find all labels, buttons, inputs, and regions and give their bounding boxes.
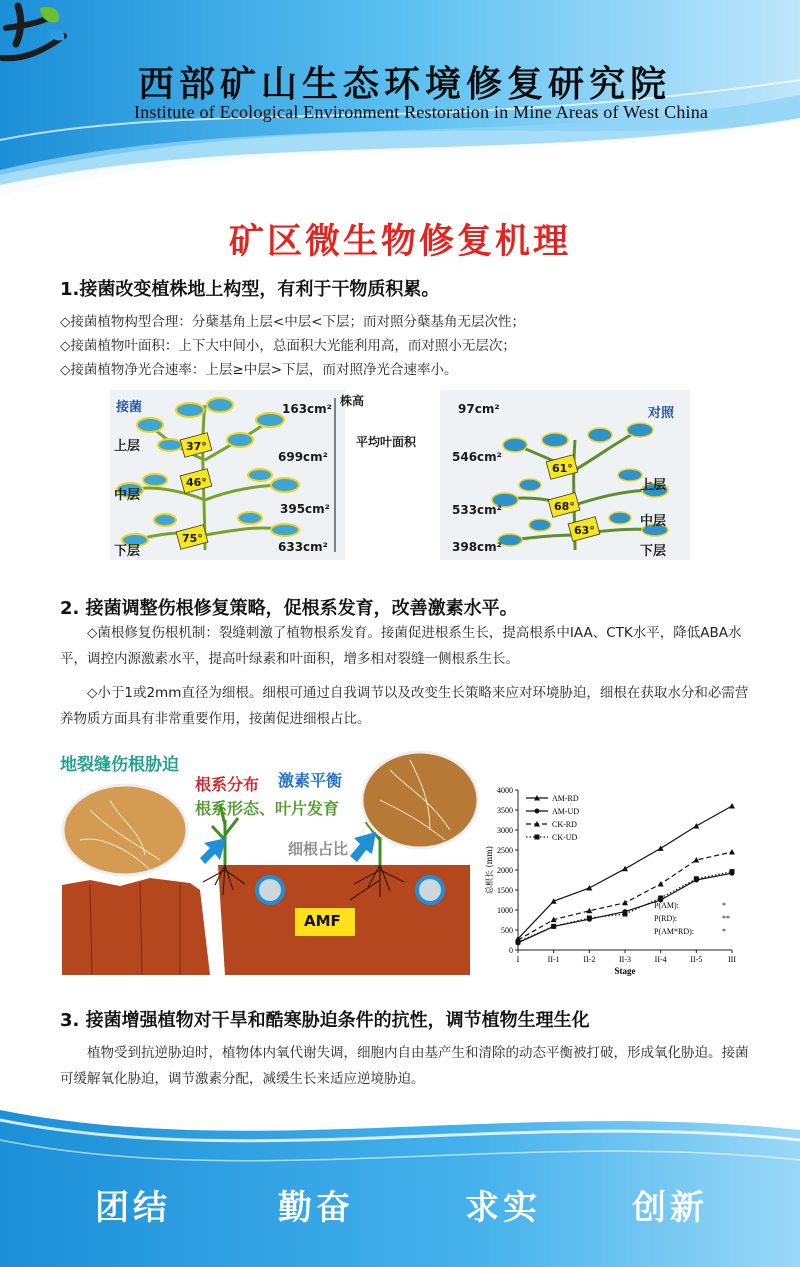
series-line [518, 852, 732, 940]
data-point [658, 845, 664, 851]
right-plant-title: 对照 [648, 406, 675, 421]
motto-innovation: 创新 [632, 1188, 708, 1228]
y-tick-label: 1500 [497, 886, 513, 895]
data-point [658, 896, 663, 901]
series-line [518, 873, 732, 943]
y-tick-label: 3000 [497, 826, 513, 835]
left-value: 633cm² [278, 540, 328, 554]
data-point [693, 823, 699, 829]
right-angle: 61° [552, 462, 573, 475]
leaf-area-label: 平均叶面积 [356, 435, 417, 449]
x-tick-label: II-2 [583, 955, 596, 964]
data-point [622, 900, 628, 906]
right-value: 398cm² [452, 540, 502, 554]
data-point [551, 924, 556, 929]
label-root-distribution: 根系分布 [195, 775, 260, 794]
series-line [518, 872, 732, 942]
data-point [623, 912, 628, 917]
data-point [535, 835, 540, 840]
x-tick-label: II-5 [690, 955, 703, 964]
right-angle: 68° [554, 500, 575, 513]
legend-label: AM-UD [552, 807, 580, 816]
stats-mark: * [722, 901, 726, 910]
y-tick-label: 3500 [497, 806, 513, 815]
x-axis-label: Stage [614, 966, 636, 976]
motto-diligence: 勤奋 [278, 1188, 354, 1228]
top-banner [0, 0, 800, 200]
legend-label: CK-UD [552, 833, 578, 842]
left-angle: 46° [186, 476, 207, 489]
legend-label: CK-RD [552, 820, 577, 829]
data-point [535, 809, 540, 814]
x-tick-label: I [516, 955, 520, 964]
plant-height-label: 株高 [340, 394, 365, 408]
data-point [516, 940, 521, 945]
root-length-chart [482, 780, 750, 980]
left-layer-middle: 中层 [114, 488, 141, 503]
stats-label: P(RD): [654, 914, 678, 923]
data-point [730, 869, 735, 874]
stats-label: P(AM): [654, 901, 679, 910]
data-point [658, 881, 664, 887]
data-point [622, 866, 628, 872]
y-tick-label: 2000 [497, 866, 513, 875]
section1-bullet: ◇接菌植物叶面积：上下大中间小，总面积大光能利用高，而对照小无层次； [60, 338, 516, 354]
institute-name-cn: 西部矿山生态环境修复研究院 [138, 63, 672, 105]
y-tick-label: 500 [501, 926, 513, 935]
y-tick-label: 1000 [497, 906, 513, 915]
x-tick-label: II-3 [619, 955, 631, 964]
institute-logo-icon [0, 0, 70, 70]
right-value: 546cm² [452, 450, 502, 464]
section1-bullet: ◇接菌植物净光合速率：上层≥中层>下层，而对照净光合速率小。 [60, 362, 458, 378]
right-angle: 63° [574, 524, 595, 537]
y-tick-label: 0 [509, 946, 513, 955]
label-hormone-balance: 激素平衡 [278, 771, 343, 790]
section1-bullet: ◇接菌植物构型合理：分蘖基角上层<中层<下层；而对照分蘖基角无层次性； [60, 314, 526, 330]
right-layer-middle: 中层 [640, 514, 667, 529]
y-axis-label: 总根长 (mm) [485, 846, 494, 894]
section3-heading: 3. 接菌增强植物对干旱和酷寒胁迫条件的抗性，调节植物生理生化 [60, 1010, 590, 1031]
right-layer-lower: 下层 [640, 544, 667, 559]
section2-heading: 2. 接菌调整伤根修复策略，促根系发育，改善激素水平。 [60, 598, 518, 619]
data-point [729, 803, 735, 809]
left-plant-title: 接菌 [116, 400, 143, 415]
section1-heading: 1.接菌改变植株地上构型，有利于干物质积累。 [60, 279, 440, 300]
stats-mark: ** [722, 914, 730, 923]
stats-mark: * [722, 927, 726, 936]
plant-architecture-figure [110, 390, 710, 570]
label-crack-stress: 地裂缝伤根胁迫 [60, 755, 179, 775]
right-layer-upper: 上层 [640, 478, 667, 493]
data-point [693, 857, 699, 863]
x-tick-label: II-1 [547, 955, 560, 964]
section2-paragraph: ◇小于1或2mm直径为细根。细根可通过自我调节以及改变生长策略来应对环境胁迫，细根在获取水分和必需营养物质方面具有非常重要作用，接菌促进细根占比。 [60, 685, 749, 727]
left-angle: 75° [182, 532, 203, 545]
root-repair-diagram [50, 740, 480, 975]
stats-label: P(AM*RD): [654, 927, 695, 936]
x-tick-label: III [728, 955, 736, 964]
legend-label: AM-RD [552, 794, 579, 803]
left-value: 163cm² [282, 402, 332, 416]
data-point [586, 885, 592, 891]
label-fine-root: 细根占比 [288, 840, 349, 858]
section3-paragraph: 植物受到抗逆胁迫时，植物体内氧代谢失调，细胞内自由基产生和清除的动态平衡被打破，形成氧化胁迫。接菌可缓解氧化胁迫，调节激素分配，减缓生长来适应逆境胁迫。 [60, 1045, 749, 1087]
motto-truth: 求实 [465, 1188, 541, 1228]
x-tick-label: II-4 [654, 955, 667, 964]
bottom-banner [0, 1090, 800, 1267]
y-tick-label: 4000 [497, 786, 513, 795]
label-root-morphology: 根系形态、叶片发育 [195, 799, 340, 818]
left-angle: 37° [186, 440, 207, 453]
right-value: 97cm² [458, 402, 500, 416]
left-layer-lower: 下层 [114, 544, 141, 559]
data-point [586, 908, 592, 914]
section2-paragraph: ◇菌根修复伤根机制：裂缝刺激了植物根系发育。接菌促进根系生长，提高根系中IAA、CTK水平，降低ABA水平，调控内源激素水平，提高叶绿素和叶面积，增多相对裂缝一侧根系生长。 [60, 625, 742, 667]
series-line [518, 806, 732, 939]
motto-unity: 团结 [95, 1188, 171, 1228]
right-value: 533cm² [452, 503, 502, 517]
data-point [694, 876, 699, 881]
left-value: 395cm² [280, 502, 330, 516]
institute-name-en: Institute of Ecological Environment Restoration in Mine Areas of West China [134, 102, 709, 122]
bottom-banner-waves [0, 1090, 800, 1267]
root-diagram-graphic [50, 740, 480, 975]
page-title: 矿区微生物修复机理 [228, 222, 571, 262]
root-length-chart-svg [482, 780, 750, 980]
data-point [729, 849, 735, 855]
left-layer-upper: 上层 [114, 439, 141, 454]
data-point [587, 916, 592, 921]
y-tick-label: 2500 [497, 846, 513, 855]
left-value: 699cm² [278, 450, 328, 464]
label-amf: AMF [304, 912, 341, 930]
